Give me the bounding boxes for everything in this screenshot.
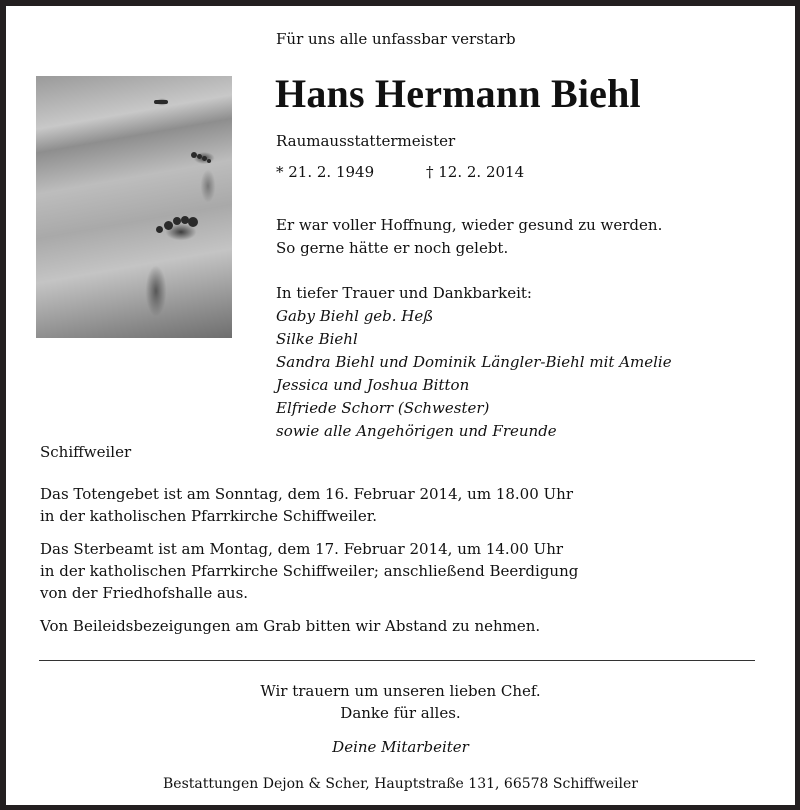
- info-line: in der katholischen Pfarrkirche Schiffweiler; anschließend Beerdigung: [40, 562, 579, 580]
- info-line: Das Totengebet ist am Sonntag, dem 16. Februar 2014, um 18.00 Uhr: [40, 485, 574, 503]
- deceased-name: Hans Hermann Biehl: [275, 71, 641, 116]
- requiem-paragraph: [40, 538, 660, 604]
- footprints-photo: [36, 76, 232, 338]
- info-line: von der Friedhofshalle aus.: [40, 584, 249, 602]
- info-line: in der katholischen Pfarrkirche Schiffweiler.: [40, 507, 378, 525]
- staff-message-line: Danke für alles.: [340, 704, 461, 722]
- mourners-block: [276, 282, 672, 443]
- mourner-name: Gaby Biehl geb. Heß: [276, 307, 434, 325]
- staff-message: [6, 680, 795, 724]
- condolence-note: [40, 615, 660, 637]
- divider-line: [39, 660, 755, 661]
- place-name: Schiffweiler: [40, 443, 132, 461]
- mourner-name: Sandra Biehl und Dominik Längler-Biehl mit Amelie: [276, 353, 672, 371]
- staff-message-line: Wir trauern um unseren lieben Chef.: [260, 682, 541, 700]
- undertaker-address: Bestattungen Dejon & Scher, Hauptstraße 131, 66578 Schiffweiler: [163, 776, 638, 792]
- mourner-name: Jessica und Joshua Bitton: [276, 376, 470, 394]
- mourners-heading: In tiefer Trauer und Dankbarkeit:: [276, 284, 532, 302]
- obituary-page: [6, 6, 795, 805]
- profession: Raumausstattermeister: [276, 132, 456, 150]
- mourner-name: Silke Biehl: [276, 330, 358, 348]
- quote-block: [276, 214, 662, 260]
- prayer-service-paragraph: [40, 483, 660, 527]
- death-date: † 12. 2. 2014: [426, 163, 525, 181]
- mourner-name: Elfriede Schorr (Schwester): [276, 399, 490, 417]
- quote-line: So gerne hätte er noch gelebt.: [276, 239, 509, 257]
- intro-line: Für uns alle unfassbar verstarb: [276, 30, 516, 48]
- service-info: [40, 483, 660, 648]
- mourner-name: sowie alle Angehörigen und Freunde: [276, 422, 557, 440]
- info-line: Das Sterbeamt ist am Montag, dem 17. Februar 2014, um 14.00 Uhr: [40, 540, 564, 558]
- info-line: Von Beileidsbezeigungen am Grab bitten wir Abstand zu nehmen.: [40, 617, 541, 635]
- quote-line: Er war voller Hoffnung, wieder gesund zu werden.: [276, 216, 663, 234]
- birth-date: * 21. 2. 1949: [276, 163, 375, 181]
- staff-signature: Deine Mitarbeiter: [332, 738, 469, 756]
